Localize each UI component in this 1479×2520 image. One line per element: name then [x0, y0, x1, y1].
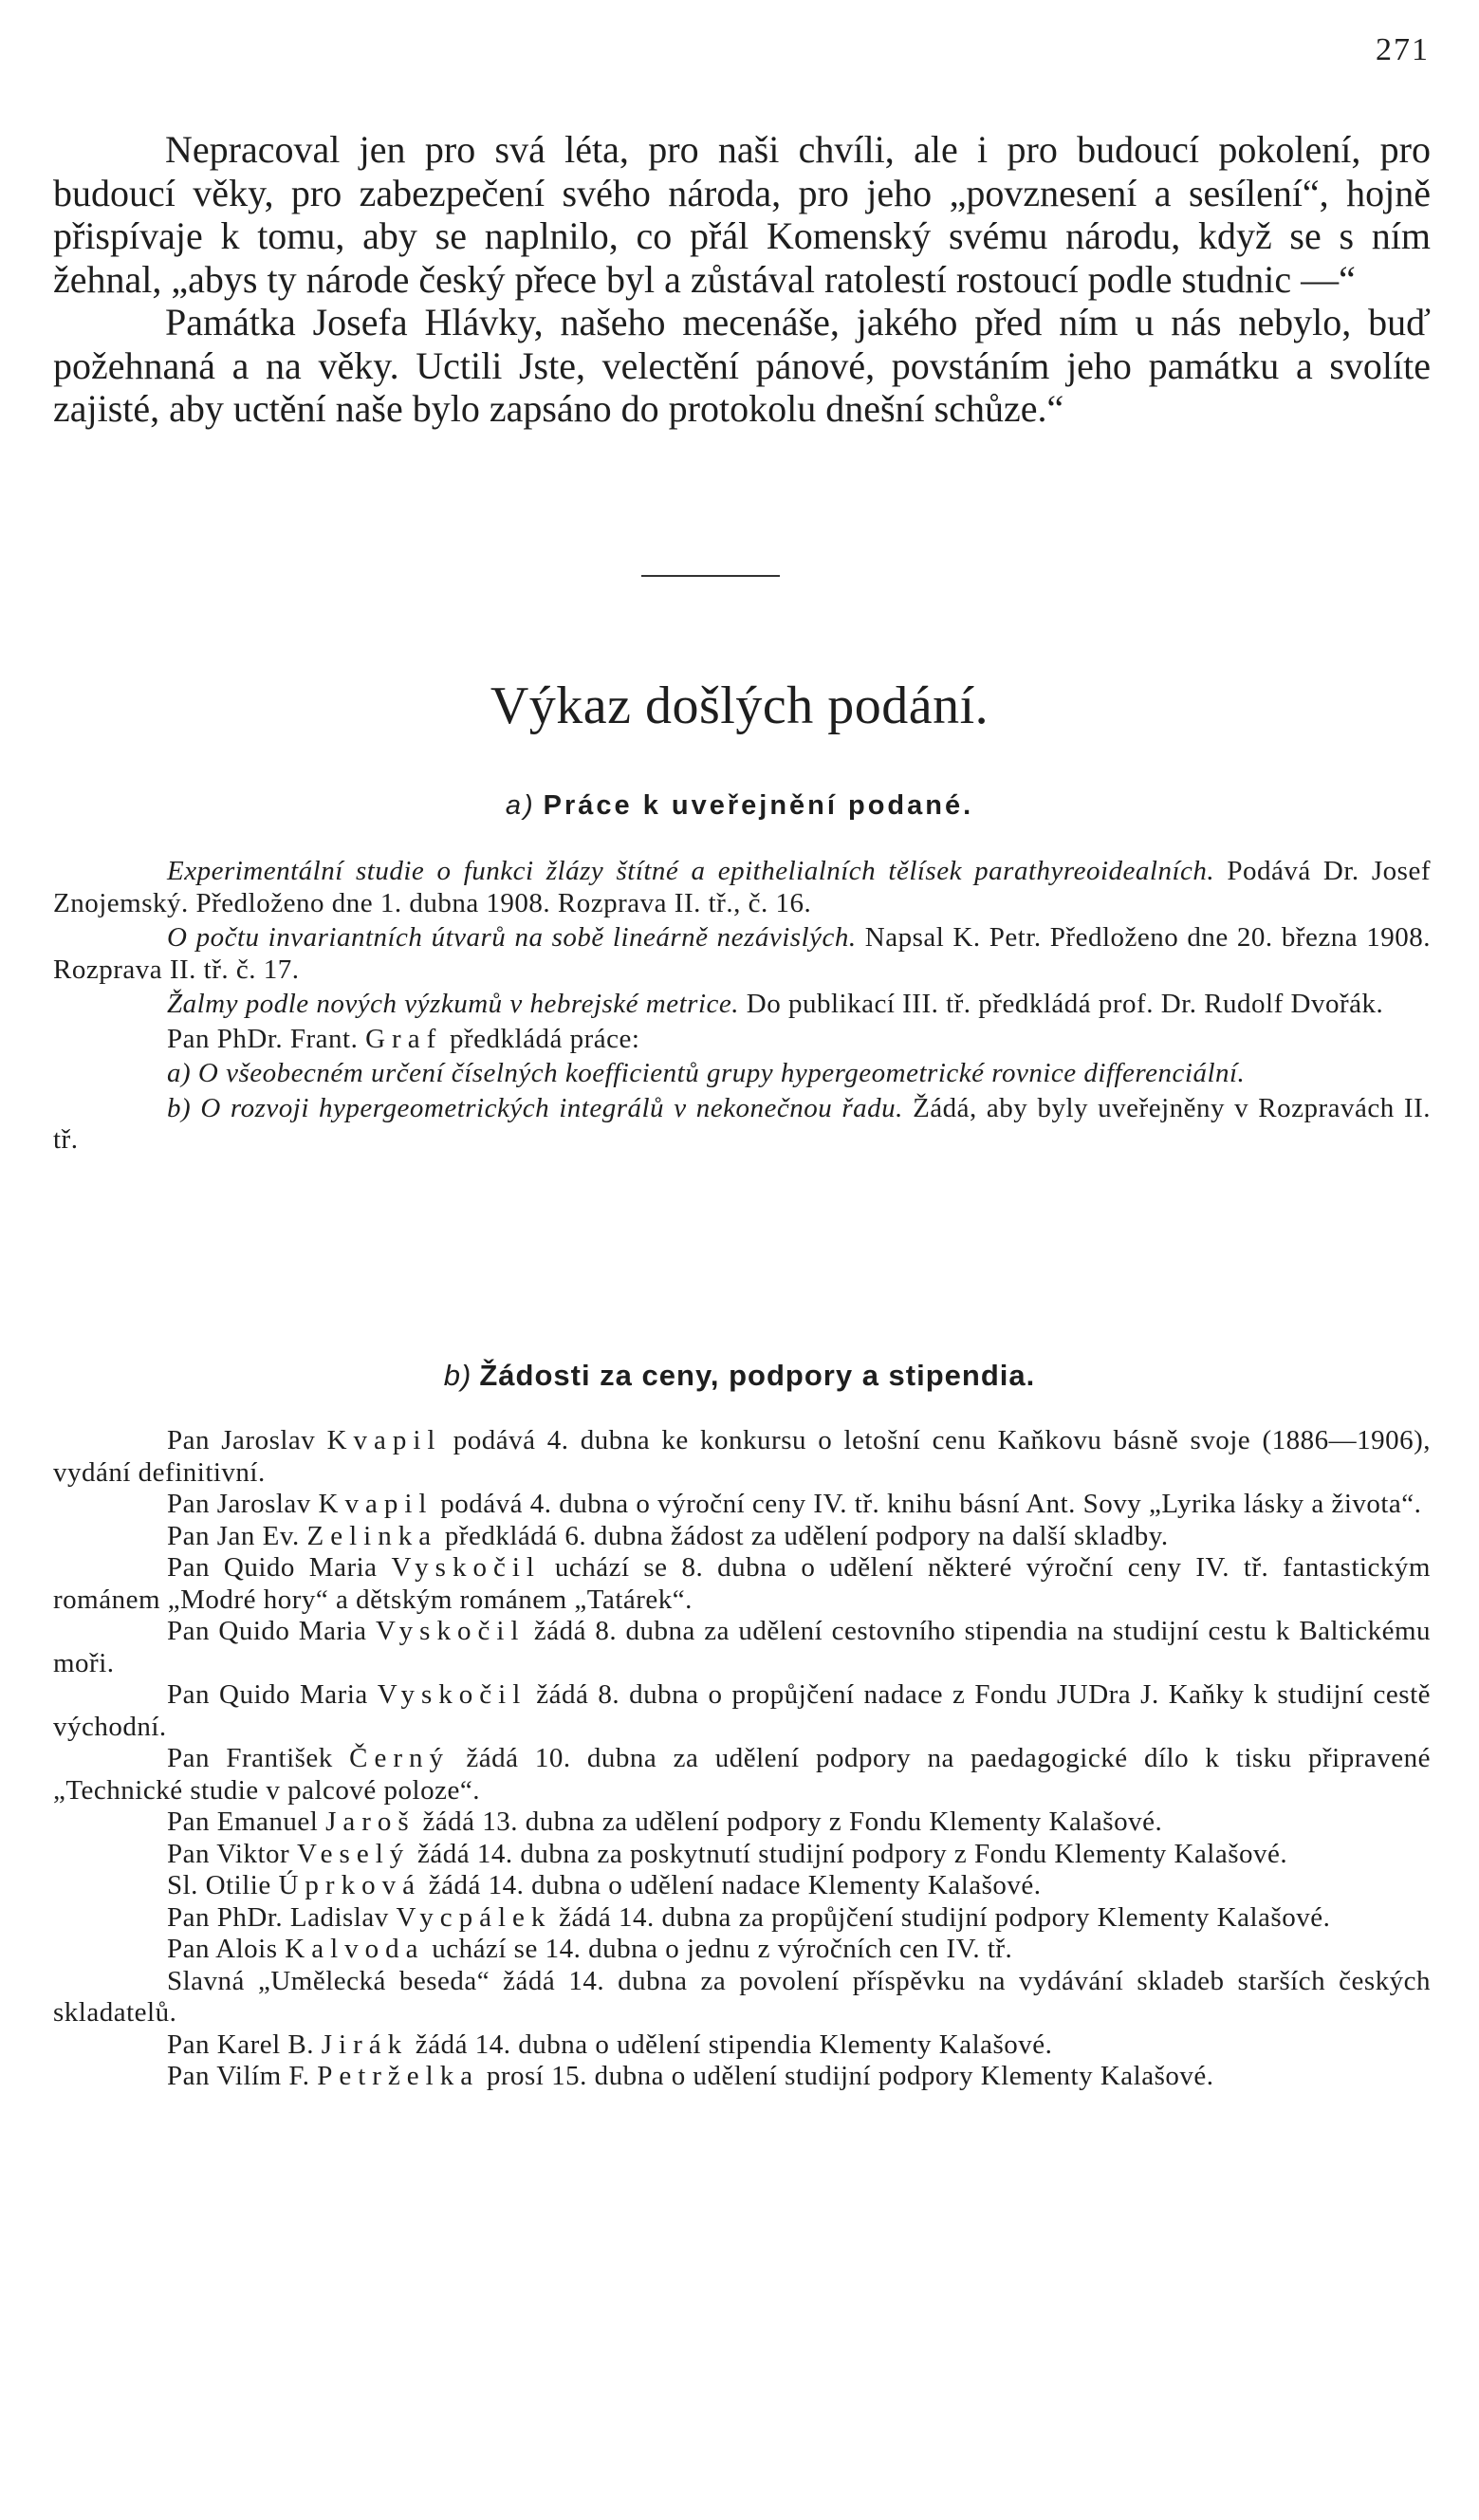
request-item: Pan Quido Maria Vyskočil žádá 8. dubna o propůjčení nadace z Fondu JUDra J. Kaňky k studijní cestě východní.	[53, 1679, 1431, 1742]
request-item: Pan Alois Kalvoda uchází se 14. dubna o jednu z výročních cen IV. tř.	[167, 1934, 1013, 1964]
applicant-name: Zelinka	[306, 1520, 438, 1551]
applicant-name: Kvapil	[326, 1425, 442, 1455]
request-item: Pan PhDr. Ladislav Vycpálek žádá 14. dubna za propůjčení studijní podpory Klementy Kalašové.	[167, 1901, 1331, 1933]
requests-list	[53, 1425, 1431, 2093]
applicant-name: Vyskočil	[377, 1679, 527, 1710]
request-item: Pan Quido Maria Vyskočil uchází se 8. dubna o udělení některé výroční ceny IV. tř. fantastickým románem „Modré hory“ a dětským románem „Tatárek“.	[53, 1552, 1431, 1615]
section-a-label: a)	[505, 790, 536, 821]
applicant-name: Vyskočil	[375, 1616, 526, 1646]
request-item: Pan Viktor Veselý žádá 14. dubna za poskytnutí studijní podpory z Fondu Klementy Kalašové.	[167, 1838, 1288, 1869]
request-item: Pan Jaroslav Kvapil podává 4. dubna o výroční ceny IV. tř. knihu básní Ant. Sovy „Lyrika lásky a života“.	[167, 1489, 1422, 1519]
section-a-heading	[0, 790, 1479, 822]
applicant-name: Úprková	[278, 1870, 421, 1900]
section-b-heading	[0, 1359, 1479, 1393]
request-item: Pan Karel B. Jirák žádá 14. dubna o udělení stipendia Klementy Kalašové.	[167, 2029, 1053, 2060]
section-a-text: Práce k uveřejnění podané.	[543, 790, 974, 821]
applicant-name: Vyskočil	[391, 1552, 541, 1583]
works-list	[53, 856, 1431, 1157]
work-details: Napsal K. Petr. Předloženo dne 20. března 1908. Rozprava II. tř. č. 17.	[53, 922, 1431, 985]
applicant-name: Jirák	[321, 2029, 409, 2060]
applicant-name: Jaroš	[325, 1807, 416, 1837]
section-b-text: Žádosti za ceny, podpory a stipendia.	[479, 1359, 1036, 1392]
intro-paragraph-2: Památka Josefa Hlávky, našeho mecenáše, jakého před ním u nás nebylo, buď požehnaná a na věky. Uctili Jste, velectění pánové, povstáním jeho památku a svolíte zajisté, aby uctění naše bylo zapsáno do protokolu dnešní schůze.“	[53, 301, 1431, 430]
intro-paragraph-1: Nepracoval jen pro svá léta, pro naši chvíli, ale i pro budoucí pokolení, pro budoucí věky, pro zabezpečení svého národa, pro jeho „povznesení a sesílení“, hojně přispívaje k tomu, aby se naplnilo, co přál Komenský svému národu, když se s ním žehnal, „abys ty národe český přece byl a zůstával ratolestí rostoucí podle studnic —“	[53, 128, 1431, 301]
request-item: Pan Jaroslav Kvapil podává 4. dubna ke konkursu o letošní cenu Kaňkovu básně svoje (1886—1906), vydání definitivní.	[53, 1425, 1432, 1488]
request-item: Pan Jan Ev. Zelinka předkládá 6. dubna žádost za udělení podpory na další skladby.	[167, 1520, 1169, 1551]
report-title: Výkaz došlých podání.	[490, 676, 989, 735]
intro-text	[53, 128, 1431, 431]
work-details: Do publikací III. tř. předkládá prof. Dr. Rudolf Dvořák.	[739, 989, 1384, 1019]
author-name: Graf	[365, 1023, 443, 1054]
request-item: Sl. Otilie Úprková žádá 14. dubna o udělení nadace Klementy Kalašové.	[167, 1870, 1042, 1900]
request-item: Pan František Černý žádá 10. dubna za udělení podpory na paedagogické dílo k tisku připravené „Technické studie v palcové poloze“.	[53, 1743, 1432, 1806]
applicant-name: Kvapil	[318, 1489, 434, 1519]
graf-intro: Pan PhDr. Frant. Graf předkládá práce:	[167, 1023, 640, 1054]
request-item: Pan Emanuel Jaroš žádá 13. dubna za udělení podpory z Fondu Klementy Kalašové.	[167, 1807, 1163, 1837]
applicant-name: Vycpálek	[396, 1901, 552, 1933]
graf-item-b: b) O rozvoji hypergeometrických integrálů v nekonečnou řadu. Žádá, aby byly uveřejněny v Rozpravách II. tř.	[53, 1092, 1432, 1155]
work-title: Experimentální studie o funkci žlázy štítné a epithelialních tělísek parathyreoidealních.	[167, 856, 1215, 886]
applicant-name: Černý	[349, 1743, 451, 1773]
work-title: O všeobecném určení číselných koefficientů grupy hypergeometrické rovnice differenciální.	[197, 1058, 1246, 1088]
work-details: Žádá, aby byly uveřejněny v Rozpravách II. tř.	[53, 1092, 1432, 1155]
work-title: O počtu invariantních útvarů na sobě lineárně nezávislých.	[167, 922, 857, 953]
applicant-name: Veselý	[296, 1838, 411, 1869]
request-item: Pan Quido Maria Vyskočil žádá 8. dubna za udělení cestovního stipendia na studijní cestu k Baltickému moři.	[53, 1616, 1432, 1678]
section-divider	[641, 575, 780, 577]
work-details: Podává Dr. Josef Znojemský. Předloženo dne 1. dubna 1908. Rozprava II. tř., č. 16.	[53, 856, 1431, 918]
page-number: 271	[1376, 32, 1430, 67]
work-title: O rozvoji hypergeometrických integrálů v nekonečnou řadu.	[200, 1092, 903, 1123]
work-item	[53, 922, 1431, 986]
work-item	[53, 989, 1431, 1021]
graf-item-a: a) O všeobecném určení číselných koefficientů grupy hypergeometrické rovnice differenciální.	[167, 1058, 1246, 1088]
applicant-name: Kalvoda	[285, 1934, 425, 1964]
section-b-label: b)	[443, 1359, 472, 1392]
work-item	[53, 856, 1431, 919]
request-item: Slavná „Umělecká beseda“ žádá 14. dubna za povolení příspěvku na vydávání skladeb starších českých skladatelů.	[53, 1965, 1431, 2028]
applicant-name: Petrželka	[317, 2061, 480, 2091]
request-item: Pan Vilím F. Petrželka prosí 15. dubna o udělení studijní podpory Klementy Kalašové.	[167, 2061, 1214, 2091]
work-title: Žalmy podle nových výzkumů v hebrejské metrice.	[167, 989, 740, 1019]
